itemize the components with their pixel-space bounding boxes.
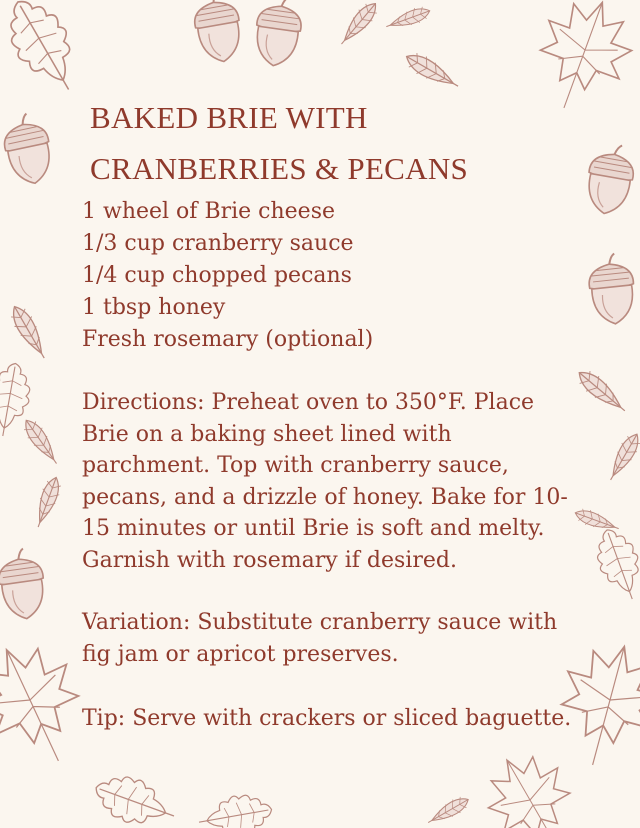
recipe-title-line-1: BAKED BRIE WITH xyxy=(90,100,368,135)
ingredient-item: 1 wheel of Brie cheese xyxy=(82,199,336,224)
ingredient-item: Fresh rosemary (optional) xyxy=(82,327,374,352)
ingredient-list xyxy=(82,196,582,356)
directions-text: Directions: Preheat oven to 350°F. Place Brie on a baking sheet lined with parchment. Top with cranberry sauce, pecans, and a drizzle of honey. Bake for 10-15 minutes or until Brie is soft and melty. Garnish with rosemary if desired. xyxy=(82,390,568,573)
tip-text: Tip: Serve with crackers or sliced baguette. xyxy=(82,706,572,731)
recipe-card xyxy=(82,92,582,735)
recipe-title-line-2: CRANBERRIES & PECANS xyxy=(90,151,469,186)
ingredient-item: 1 tbsp honey xyxy=(82,295,226,320)
variation-text: Variation: Substitute cranberry sauce with fig jam or apricot preserves. xyxy=(82,610,558,667)
ingredient-item: 1/3 cup cranberry sauce xyxy=(82,231,354,256)
recipe-title xyxy=(90,92,582,194)
ingredient-item: 1/4 cup chopped pecans xyxy=(82,263,352,288)
